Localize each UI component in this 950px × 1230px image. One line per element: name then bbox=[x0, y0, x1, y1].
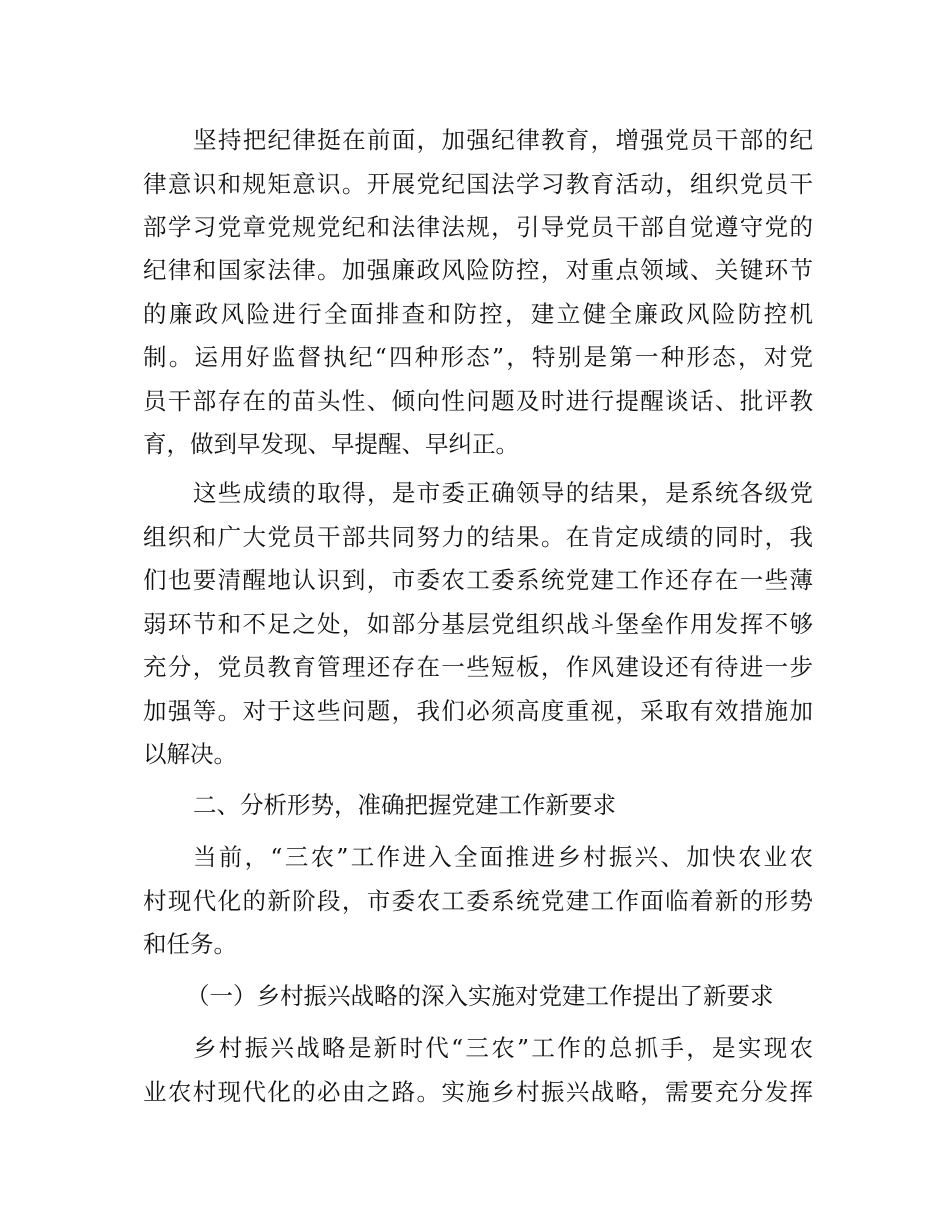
paragraph-2-line-7: 以解决。 bbox=[143, 740, 237, 768]
paragraph-3-line-1: 当前，“三农”工作进入全面推进乡村振兴、加快农业农 bbox=[193, 843, 813, 871]
paragraph-1-line-6: 制。运用好监督执纪“四种形态”，特别是第一种形态，对党 bbox=[143, 343, 813, 371]
section-heading: 二、分析形势，准确把握党建工作新要求 bbox=[193, 791, 616, 819]
paragraph-2-line-5: 充分，党员教育管理还存在一些短板，作风建设还有待进一步 bbox=[143, 653, 813, 681]
paragraph-1-line-7: 员干部存在的苗头性、倾向性问题及时进行提醒谈话、批评教 bbox=[143, 387, 813, 415]
paragraph-1-line-5: 的廉政风险进行全面排查和防控，建立健全廉政风险防控机 bbox=[143, 300, 813, 328]
paragraph-2-line-3: 们也要清醒地认识到，市委农工委系统党建工作还存在一些薄 bbox=[143, 566, 813, 594]
paragraph-2-line-4: 弱环节和不足之处，如部分基层党组织战斗堡垒作用发挥不够 bbox=[143, 610, 813, 638]
paragraph-1-line-8: 育，做到早发现、早提醒、早纠正。 bbox=[143, 430, 519, 458]
paragraph-4-line-2: 业农村现代化的必由之路。实施乡村振兴战略，需要充分发挥 bbox=[143, 1078, 813, 1106]
paragraph-1-line-1: 坚持把纪律挺在前面，加强纪律教育，增强党员干部的纪 bbox=[193, 126, 813, 154]
paragraph-3-line-2: 村现代化的新阶段，市委农工委系统党建工作面临着新的形势 bbox=[143, 887, 813, 915]
paragraph-2-line-6: 加强等。对于这些问题，我们必须高度重视，采取有效措施加 bbox=[143, 697, 813, 725]
paragraph-1-line-3: 部学习党章党规党纪和法律法规，引导党员干部自觉遵守党的 bbox=[143, 213, 813, 241]
paragraph-4-line-1: 乡村振兴战略是新时代“三农”工作的总抓手，是实现农 bbox=[193, 1034, 813, 1062]
paragraph-1-line-2: 律意识和规矩意识。开展党纪国法学习教育活动，组织党员干 bbox=[143, 170, 813, 198]
paragraph-1-line-4: 纪律和国家法律。加强廉政风险防控，对重点领域、关键环节 bbox=[143, 256, 813, 284]
paragraph-3-line-3: 和任务。 bbox=[143, 930, 237, 958]
subsection-heading: （一）乡村振兴战略的深入实施对党建工作提出了新要求 bbox=[186, 982, 774, 1010]
paragraph-2-line-1: 这些成绩的取得，是市委正确领导的结果，是系统各级党 bbox=[193, 479, 813, 507]
paragraph-2-line-2: 组织和广大党员干部共同努力的结果。在肯定成绩的同时，我 bbox=[143, 523, 813, 551]
